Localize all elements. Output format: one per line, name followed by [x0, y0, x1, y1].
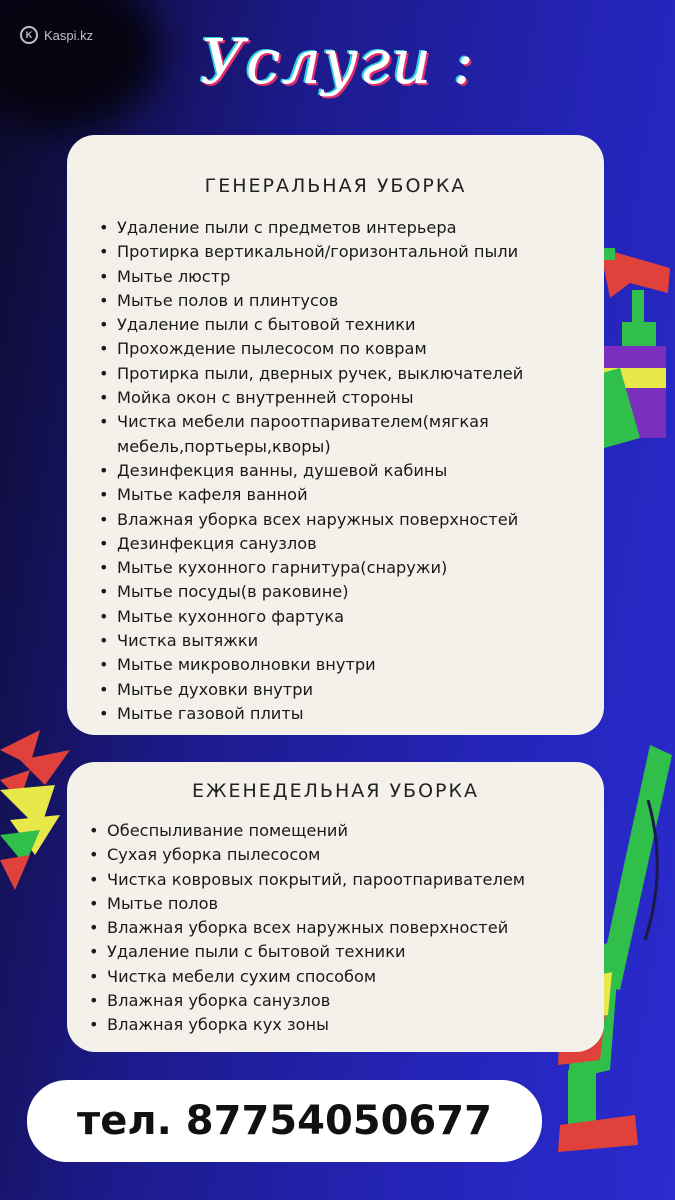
list-item: • Влажная уборка всех наружных поверхностей — [99, 508, 604, 532]
list-item: • Мытье посуды(в раковине) — [99, 580, 604, 604]
list-item: • Мытье полов и плинтусов — [99, 289, 604, 313]
list-item: • Мытье полов — [89, 892, 604, 916]
watermark-text: Kaspi.kz — [44, 27, 94, 43]
list-item: • Прохождение пылесосом по коврам — [99, 337, 604, 361]
list-item: • Удаление пыли с бытовой техники — [99, 313, 604, 337]
list-item: • Влажная уборка санузлов — [89, 989, 604, 1013]
list-item: • Мытье кухонного фартука — [99, 605, 604, 629]
list-item: • Чистка ковровых покрытий, пароотпаривателем — [89, 868, 604, 892]
page-title: Услуги : — [200, 25, 475, 98]
general-cleaning-heading: ГЕНЕРАЛЬНАЯ УБОРКА — [204, 175, 467, 197]
list-item: • Влажная уборка кух зоны — [89, 1013, 604, 1037]
phone-number: тел. 87754050677 — [27, 1080, 542, 1162]
kaspi-logo-icon: K — [20, 26, 38, 44]
list-item: • Удаление пыли с предметов интерьера — [99, 216, 604, 240]
general-cleaning-card — [67, 135, 604, 735]
list-item: • Мойка окон с внутренней стороны — [99, 386, 604, 410]
weekly-cleaning-card — [67, 762, 604, 1052]
weekly-cleaning-list — [67, 819, 604, 1038]
list-item: • Чистка мебели сухим способом — [89, 965, 604, 989]
list-item: • Чистка вытяжки — [99, 629, 604, 653]
list-item: • Чистка мебели пароотпаривателем(мягкая мебель,портьеры,кворы) — [99, 410, 557, 459]
list-item: • Мытье микроволновки внутри — [99, 653, 604, 677]
list-item: • Протирка пыли, дверных ручек, выключателей — [99, 362, 604, 386]
list-item: • Мытье газовой плиты — [99, 702, 604, 726]
list-item: • Дезинфекция ванны, душевой кабины — [99, 459, 604, 483]
list-item: • Мытье кафеля ванной — [99, 483, 604, 507]
list-item: • Удаление пыли с бытовой техники — [89, 940, 604, 964]
duster-icon — [0, 730, 75, 910]
list-item: • Сухая уборка пылесосом — [89, 843, 604, 867]
list-item: • Мытье кухонного гарнитура(снаружи) — [99, 556, 604, 580]
list-item: • Протирка вертикальной/горизонтальной пыли — [99, 240, 604, 264]
list-item: • Дезинфекция санузлов — [99, 532, 604, 556]
general-cleaning-list — [67, 216, 604, 726]
list-item: • Обеспыливание помещений — [89, 819, 604, 843]
weekly-cleaning-heading: ЕЖЕНЕДЕЛЬНАЯ УБОРКА — [192, 780, 479, 802]
list-item: • Мытье духовки внутри — [99, 678, 604, 702]
list-item: • Влажная уборка всех наружных поверхностей — [89, 916, 604, 940]
list-item: • Мытье люстр — [99, 265, 604, 289]
